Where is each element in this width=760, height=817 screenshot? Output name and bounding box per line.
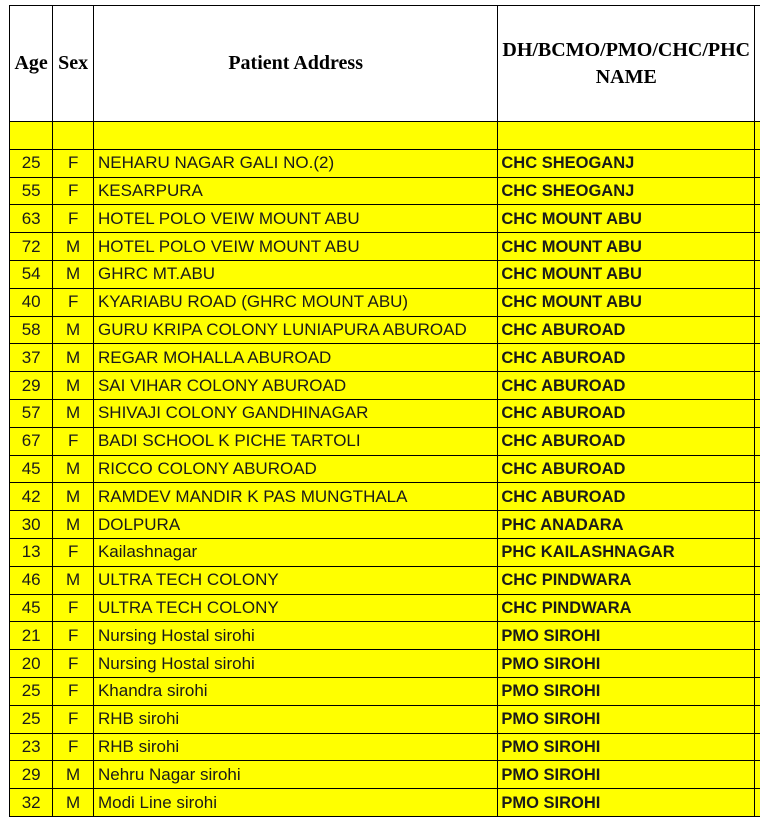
facility-cell: CHC ABUROAD — [498, 372, 755, 400]
table-row — [10, 260, 760, 288]
address-cell: Modi Line sirohi — [93, 789, 497, 817]
age-cell: 37 — [10, 344, 53, 372]
next-column-cell — [755, 789, 760, 817]
sex-cell: F — [53, 538, 94, 566]
sex-cell: M — [53, 316, 94, 344]
table-row — [10, 705, 760, 733]
next-column-cell — [755, 622, 760, 650]
header-row — [10, 6, 760, 122]
facility-cell: PMO SIROHI — [498, 733, 755, 761]
next-column-cell — [755, 149, 760, 177]
sex-cell: M — [53, 260, 94, 288]
table-row — [10, 733, 760, 761]
facility-cell: PMO SIROHI — [498, 789, 755, 817]
facility-cell: CHC MOUNT ABU — [498, 233, 755, 261]
sex-cell: M — [53, 372, 94, 400]
sex-cell: M — [53, 511, 94, 539]
facility-cell: CHC ABUROAD — [498, 316, 755, 344]
age-cell: 23 — [10, 733, 53, 761]
table-row — [10, 566, 760, 594]
next-column-cell — [755, 733, 760, 761]
address-cell: GURU KRIPA COLONY LUNIAPURA ABUROAD — [93, 316, 497, 344]
sex-cell: M — [53, 566, 94, 594]
facility-name-header: DH/BCMO/PMO/CHC/PHC NAME — [498, 6, 755, 122]
age-cell: 13 — [10, 538, 53, 566]
address-cell: SAI VIHAR COLONY ABUROAD — [93, 372, 497, 400]
sex-cell: M — [53, 399, 94, 427]
address-cell: RHB sirohi — [93, 705, 497, 733]
age-cell: 32 — [10, 789, 53, 817]
facility-cell: CHC ABUROAD — [498, 427, 755, 455]
address-cell: HOTEL POLO VEIW MOUNT ABU — [93, 233, 497, 261]
next-column-cell — [755, 288, 760, 316]
next-column-cell — [755, 594, 760, 622]
table-row — [10, 538, 760, 566]
sex-cell: M — [53, 761, 94, 789]
facility-cell: CHC ABUROAD — [498, 483, 755, 511]
age-cell: 29 — [10, 372, 53, 400]
next-column-cell — [755, 399, 760, 427]
table-row — [10, 399, 760, 427]
age-cell: 45 — [10, 594, 53, 622]
address-cell: KESARPURA — [93, 177, 497, 205]
sex-cell: F — [53, 149, 94, 177]
address-cell: ULTRA TECH COLONY — [93, 594, 497, 622]
sex-cell: M — [53, 344, 94, 372]
age-cell: 30 — [10, 511, 53, 539]
facility-cell: PMO SIROHI — [498, 761, 755, 789]
age-cell: 55 — [10, 177, 53, 205]
address-cell: DOLPURA — [93, 511, 497, 539]
age-cell: 42 — [10, 483, 53, 511]
age-cell: 57 — [10, 399, 53, 427]
facility-cell: PMO SIROHI — [498, 622, 755, 650]
next-column-header — [755, 6, 760, 122]
next-column-cell — [755, 372, 760, 400]
facility-cell: CHC ABUROAD — [498, 455, 755, 483]
next-column-cell — [755, 233, 760, 261]
sex-cell: F — [53, 427, 94, 455]
table-row — [10, 622, 760, 650]
next-column-cell — [755, 761, 760, 789]
age-cell: 25 — [10, 677, 53, 705]
sex-cell: M — [53, 789, 94, 817]
table-row — [10, 205, 760, 233]
next-column-cell — [755, 260, 760, 288]
address-cell: NEHARU NAGAR GALI NO.(2) — [93, 149, 497, 177]
age-cell: 46 — [10, 566, 53, 594]
facility-cell: CHC ABUROAD — [498, 344, 755, 372]
address-cell: SHIVAJI COLONY GANDHINAGAR — [93, 399, 497, 427]
table-row — [10, 761, 760, 789]
table-row — [10, 650, 760, 678]
age-cell: 21 — [10, 622, 53, 650]
address-cell: HOTEL POLO VEIW MOUNT ABU — [93, 205, 497, 233]
facility-cell: CHC MOUNT ABU — [498, 260, 755, 288]
table-row — [10, 789, 760, 817]
next-column-cell — [755, 427, 760, 455]
next-column-cell — [755, 538, 760, 566]
sex-cell: F — [53, 705, 94, 733]
sex-cell: F — [53, 622, 94, 650]
address-cell: REGAR MOHALLA ABUROAD — [93, 344, 497, 372]
facility-cell: PMO SIROHI — [498, 650, 755, 678]
table-row — [10, 455, 760, 483]
table-row — [10, 149, 760, 177]
next-column-cell — [755, 205, 760, 233]
address-cell: RHB sirohi — [93, 733, 497, 761]
age-cell: 40 — [10, 288, 53, 316]
address-cell: Kailashnagar — [93, 538, 497, 566]
facility-cell: CHC MOUNT ABU — [498, 205, 755, 233]
sex-cell: M — [53, 233, 94, 261]
table-row — [10, 316, 760, 344]
address-cell: GHRC MT.ABU — [93, 260, 497, 288]
next-column-cell — [755, 316, 760, 344]
address-cell: RICCO COLONY ABUROAD — [93, 455, 497, 483]
table-row — [10, 344, 760, 372]
address-cell: Nehru Nagar sirohi — [93, 761, 497, 789]
age-cell: 45 — [10, 455, 53, 483]
age-cell: 25 — [10, 705, 53, 733]
address-cell: Khandra sirohi — [93, 677, 497, 705]
next-column-cell — [755, 650, 760, 678]
sex-cell: M — [53, 483, 94, 511]
facility-cell: CHC MOUNT ABU — [498, 288, 755, 316]
next-column-cell — [755, 511, 760, 539]
sex-cell: F — [53, 677, 94, 705]
sex-cell: F — [53, 205, 94, 233]
age-cell: 58 — [10, 316, 53, 344]
facility-cell: PMO SIROHI — [498, 677, 755, 705]
age-cell: 72 — [10, 233, 53, 261]
sex-header: Sex — [53, 6, 94, 122]
next-column-cell — [755, 566, 760, 594]
table-row — [10, 483, 760, 511]
facility-cell: PHC KAILASHNAGAR — [498, 538, 755, 566]
table-row — [10, 511, 760, 539]
address-cell: Nursing Hostal sirohi — [93, 650, 497, 678]
address-cell: BADI SCHOOL K PICHE TARTOLI — [93, 427, 497, 455]
age-cell: 29 — [10, 761, 53, 789]
patient-table — [9, 5, 760, 817]
table-row — [10, 677, 760, 705]
next-column-cell — [755, 705, 760, 733]
table-row — [10, 594, 760, 622]
age-cell: 67 — [10, 427, 53, 455]
facility-cell: CHC ABUROAD — [498, 399, 755, 427]
table-row — [10, 372, 760, 400]
sex-cell: F — [53, 650, 94, 678]
next-column-cell — [755, 177, 760, 205]
age-header: Age — [10, 6, 53, 122]
age-cell: 63 — [10, 205, 53, 233]
table-row — [10, 177, 760, 205]
facility-cell: PHC ANADARA — [498, 511, 755, 539]
table-row — [10, 233, 760, 261]
address-cell: Nursing Hostal sirohi — [93, 622, 497, 650]
facility-cell: PMO SIROHI — [498, 705, 755, 733]
table-row — [10, 427, 760, 455]
patient-address-header: Patient Address — [93, 6, 497, 122]
sex-cell: F — [53, 177, 94, 205]
spacer-row — [10, 122, 760, 150]
next-column-cell — [755, 483, 760, 511]
facility-cell: CHC SHEOGANJ — [498, 149, 755, 177]
facility-cell: CHC PINDWARA — [498, 566, 755, 594]
sex-cell: F — [53, 288, 94, 316]
address-cell: ULTRA TECH COLONY — [93, 566, 497, 594]
age-cell: 54 — [10, 260, 53, 288]
next-column-cell — [755, 344, 760, 372]
facility-cell: CHC SHEOGANJ — [498, 177, 755, 205]
table-row — [10, 288, 760, 316]
address-cell: KYARIABU ROAD (GHRC MOUNT ABU) — [93, 288, 497, 316]
next-column-cell — [755, 677, 760, 705]
address-cell: RAMDEV MANDIR K PAS MUNGTHALA — [93, 483, 497, 511]
facility-cell: CHC PINDWARA — [498, 594, 755, 622]
age-cell: 25 — [10, 149, 53, 177]
sex-cell: F — [53, 594, 94, 622]
sex-cell: M — [53, 455, 94, 483]
sex-cell: F — [53, 733, 94, 761]
next-column-cell — [755, 455, 760, 483]
age-cell: 20 — [10, 650, 53, 678]
